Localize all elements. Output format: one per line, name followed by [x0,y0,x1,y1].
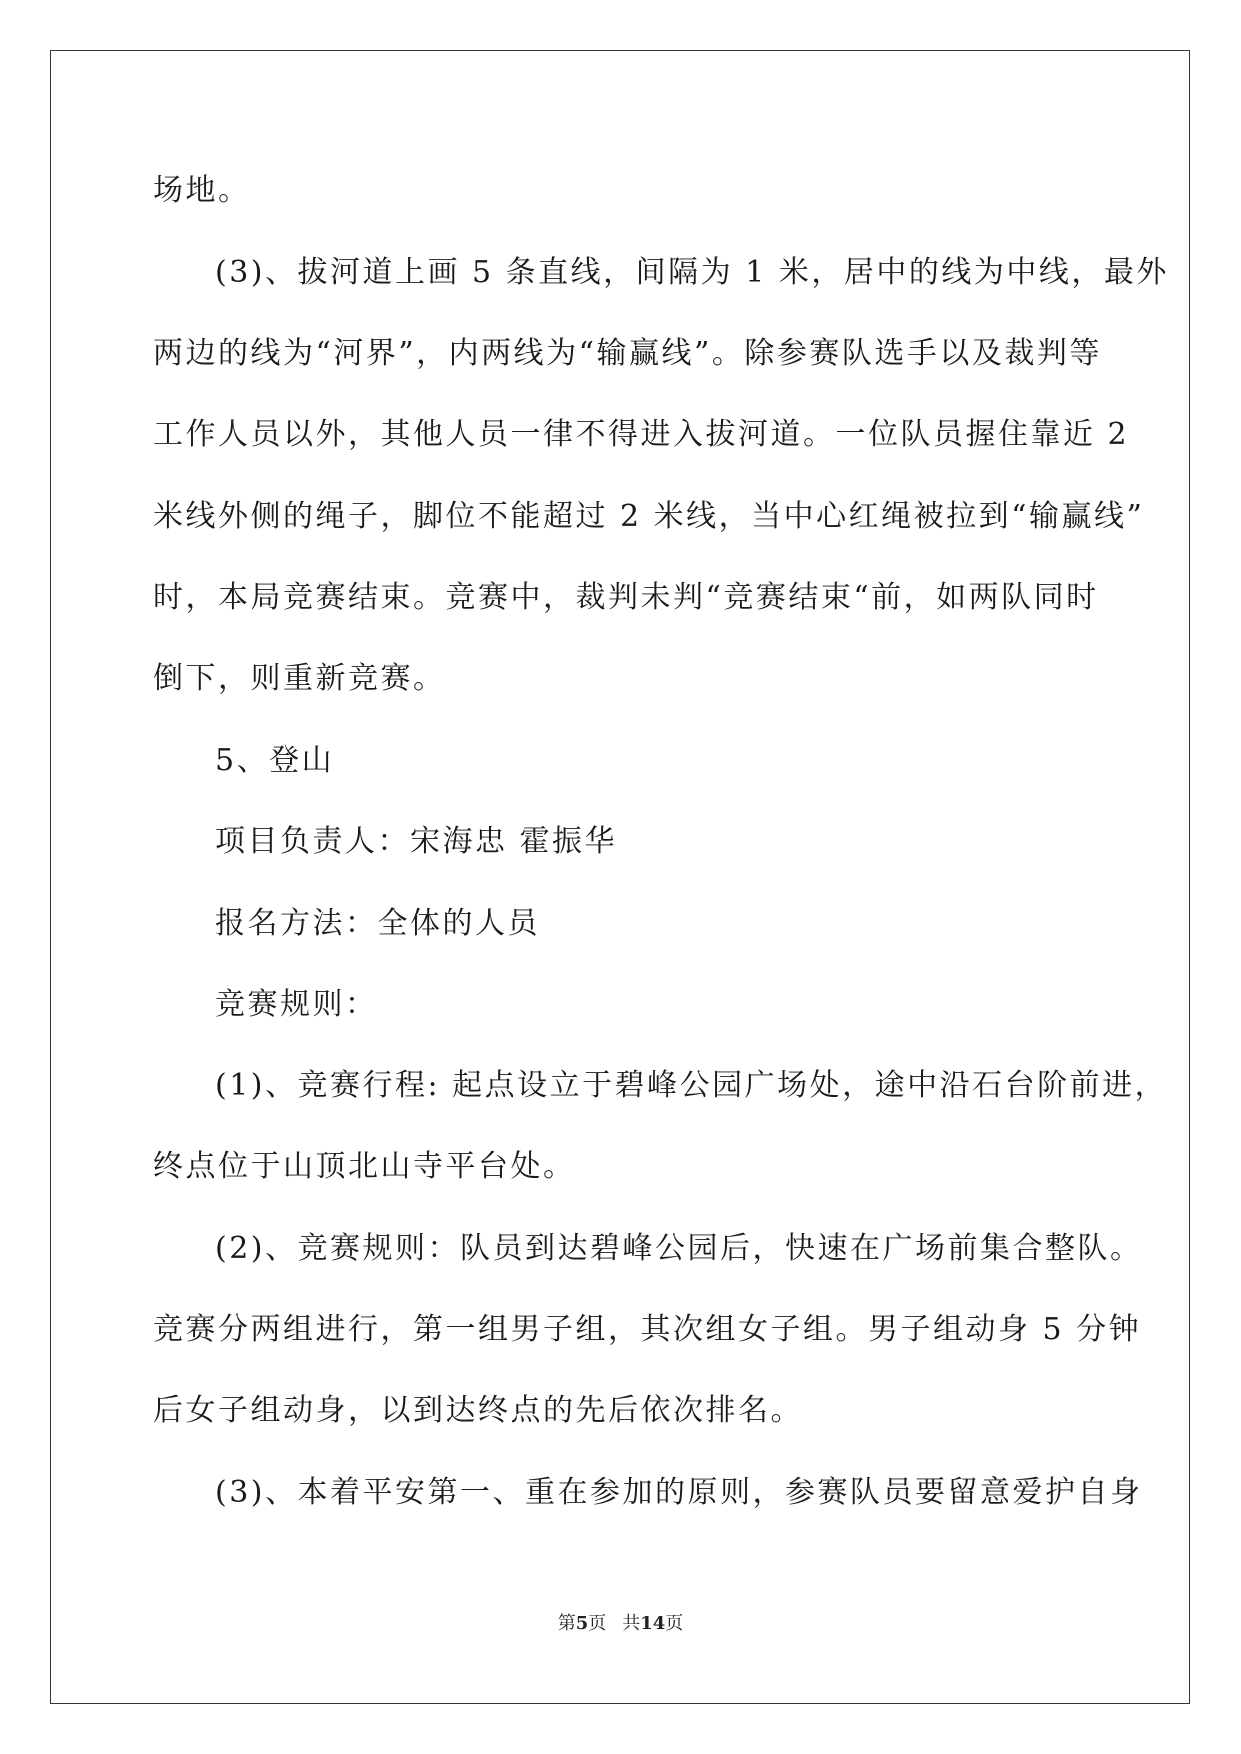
footer-page-prefix: 第 [557,1613,576,1634]
footer-page-number: 5 [575,1613,589,1634]
footer-total-prefix: 共 [622,1613,641,1634]
text-line-11: 竞赛规则： [215,987,378,1022]
page-border [50,50,1190,1704]
text-line-5: 米线外侧的绳子，脚位不能超过 2 米线，当中心红绳被拉到“输赢线” [153,499,1145,534]
text-line-14: (2)、竞赛规则：队员到达碧峰公园后，快速在广场前集合整队。 [215,1231,1143,1266]
text-line-16: 后女子组动身，以到达终点的先后依次排名。 [153,1393,803,1428]
text-line-7: 倒下，则重新竞赛。 [153,661,446,696]
text-line-4: 工作人员以外，其他人员一律不得进入拔河道。一位队员握住靠近 2 [153,417,1130,452]
footer-total-pages: 14 [640,1613,666,1634]
text-line-10: 报名方法：全体的人员 [215,906,540,941]
footer-total-suffix: 页 [665,1613,684,1634]
text-line-6: 时，本局竞赛结束。竞赛中，裁判未判“竞赛结束“前，如两队同时 [153,580,1099,615]
text-line-15: 竞赛分两组进行，第一组男子组，其次组女子组。男子组动身 5 分钟 [153,1312,1142,1347]
page-footer [0,1613,1241,1635]
footer-page-suffix: 页 [588,1613,607,1634]
text-line-3: 两边的线为“河界”，内两线为“输赢线”。除参赛队选手以及裁判等 [153,336,1102,371]
text-line-2: (3)、拔河道上画 5 条直线，间隔为 1 米，居中的线为中线，最外 [215,255,1169,290]
text-line-17: (3)、本着平安第一、重在参加的原则，参赛队员要留意爱护自身 [215,1475,1143,1510]
section-heading: 5、登山 [215,743,335,778]
text-line-13: 终点位于山顶北山寺平台处。 [153,1149,576,1184]
text-line-9: 项目负责人：宋海忠 霍振华 [215,824,618,859]
text-line-1: 场地。 [153,173,251,208]
text-line-12: (1)、竞赛行程: 起点设立于碧峰公园广场处，途中沿石台阶前进， [215,1068,1168,1103]
